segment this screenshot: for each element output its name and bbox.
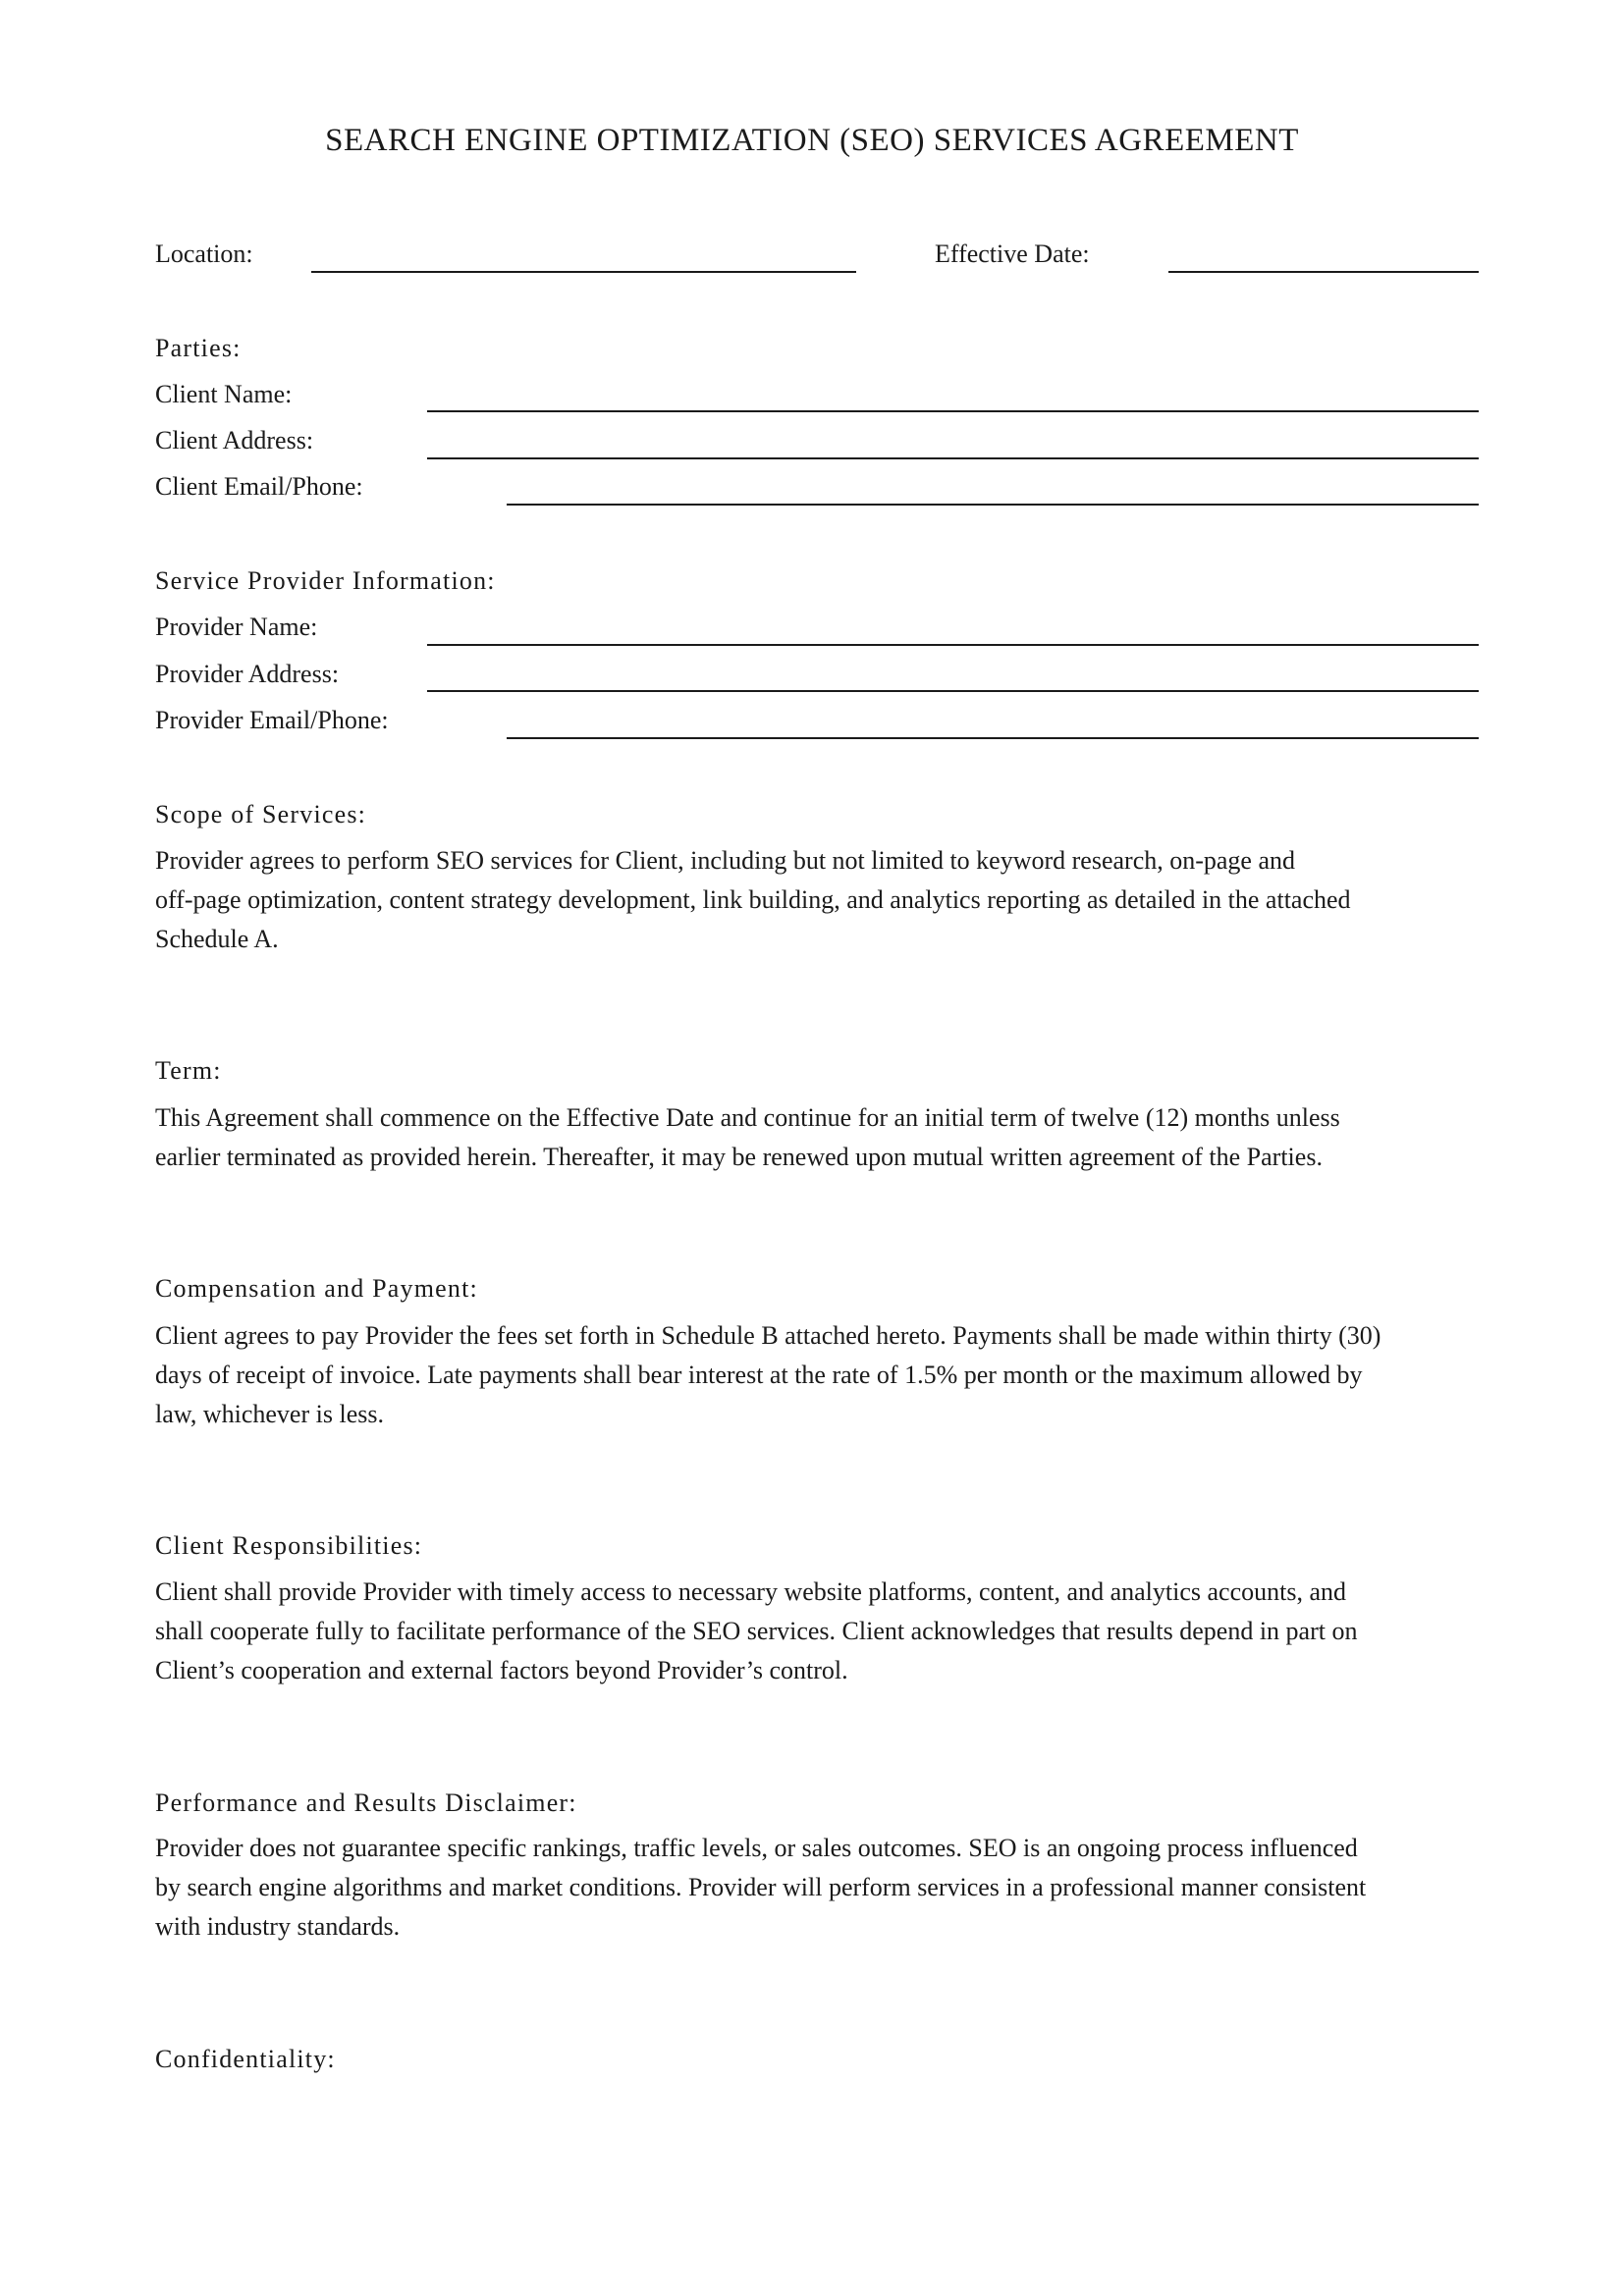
body-line: by search engine algorithms and market conditions. Provider will perform services in a professional manner consistent — [155, 1873, 1367, 1901]
provider-contact-field[interactable] — [507, 737, 1479, 739]
effective-date-label: Effective Date: — [935, 240, 1090, 268]
body-line: Provider agrees to perform SEO services for Client, including but not limited to keyword research, on-page and — [155, 846, 1296, 875]
location-field[interactable] — [311, 271, 856, 273]
section-heading-client-responsibilities: Client Responsibilities: — [155, 1531, 423, 1560]
location-label: Location: — [155, 240, 253, 268]
section-heading-confidentiality: Confidentiality: — [155, 2045, 336, 2073]
body-line: shall cooperate fully to facilitate performance of the SEO services. Client acknowledges that results depend in part on — [155, 1617, 1358, 1645]
section-body-scope — [155, 841, 1490, 959]
body-line: off-page optimization, content strategy development, link building, and analytics reporting as detailed in the attached — [155, 885, 1351, 914]
section-body-disclaimer — [155, 1829, 1490, 1947]
effective-date-field[interactable] — [1168, 271, 1479, 273]
body-line: Client shall provide Provider with timely access to necessary website platforms, content, and analytics accounts, and — [155, 1577, 1346, 1606]
body-line: Schedule A. — [155, 925, 279, 953]
section-heading-term: Term: — [155, 1056, 222, 1085]
section-body-client-responsibilities — [155, 1573, 1490, 1690]
provider-address-label: Provider Address: — [155, 660, 340, 688]
section-body-term — [155, 1098, 1490, 1177]
body-line: Client agrees to pay Provider the fees set forth in Schedule B attached hereto. Payments shall be made within thirty (30) — [155, 1321, 1381, 1350]
document-title: SEARCH ENGINE OPTIMIZATION (SEO) SERVICES AGREEMENT — [325, 123, 1299, 158]
section-heading-disclaimer: Performance and Results Disclaimer: — [155, 1789, 577, 1817]
provider-name-field[interactable] — [427, 644, 1479, 646]
body-line: This Agreement shall commence on the Effective Date and continue for an initial term of twelve (12) months unless — [155, 1103, 1340, 1132]
client-name-label: Client Name: — [155, 380, 293, 408]
provider-contact-label: Provider Email/Phone: — [155, 706, 389, 734]
client-contact-label: Client Email/Phone: — [155, 472, 363, 501]
section-body-compensation — [155, 1316, 1490, 1434]
client-address-label: Client Address: — [155, 426, 314, 454]
provider-heading: Service Provider Information: — [155, 566, 496, 595]
body-line: with industry standards. — [155, 1912, 401, 1941]
client-address-field[interactable] — [427, 457, 1479, 459]
client-name-field[interactable] — [427, 410, 1479, 412]
client-contact-field[interactable] — [507, 504, 1479, 506]
provider-name-label: Provider Name: — [155, 613, 318, 641]
body-line: Client’s cooperation and external factors beyond Provider’s control. — [155, 1656, 848, 1684]
body-line: earlier terminated as provided herein. Thereafter, it may be renewed upon mutual written agreement of the Parties. — [155, 1143, 1323, 1171]
provider-address-field[interactable] — [427, 690, 1479, 692]
parties-heading: Parties: — [155, 334, 242, 362]
body-line: Provider does not guarantee specific rankings, traffic levels, or sales outcomes. SEO is an ongoing process influenced — [155, 1834, 1358, 1862]
section-heading-compensation: Compensation and Payment: — [155, 1274, 478, 1303]
body-line: law, whichever is less. — [155, 1400, 384, 1428]
section-heading-scope: Scope of Services: — [155, 800, 367, 828]
body-line: days of receipt of invoice. Late payments shall bear interest at the rate of 1.5% per month or the maximum allowed by — [155, 1361, 1363, 1389]
